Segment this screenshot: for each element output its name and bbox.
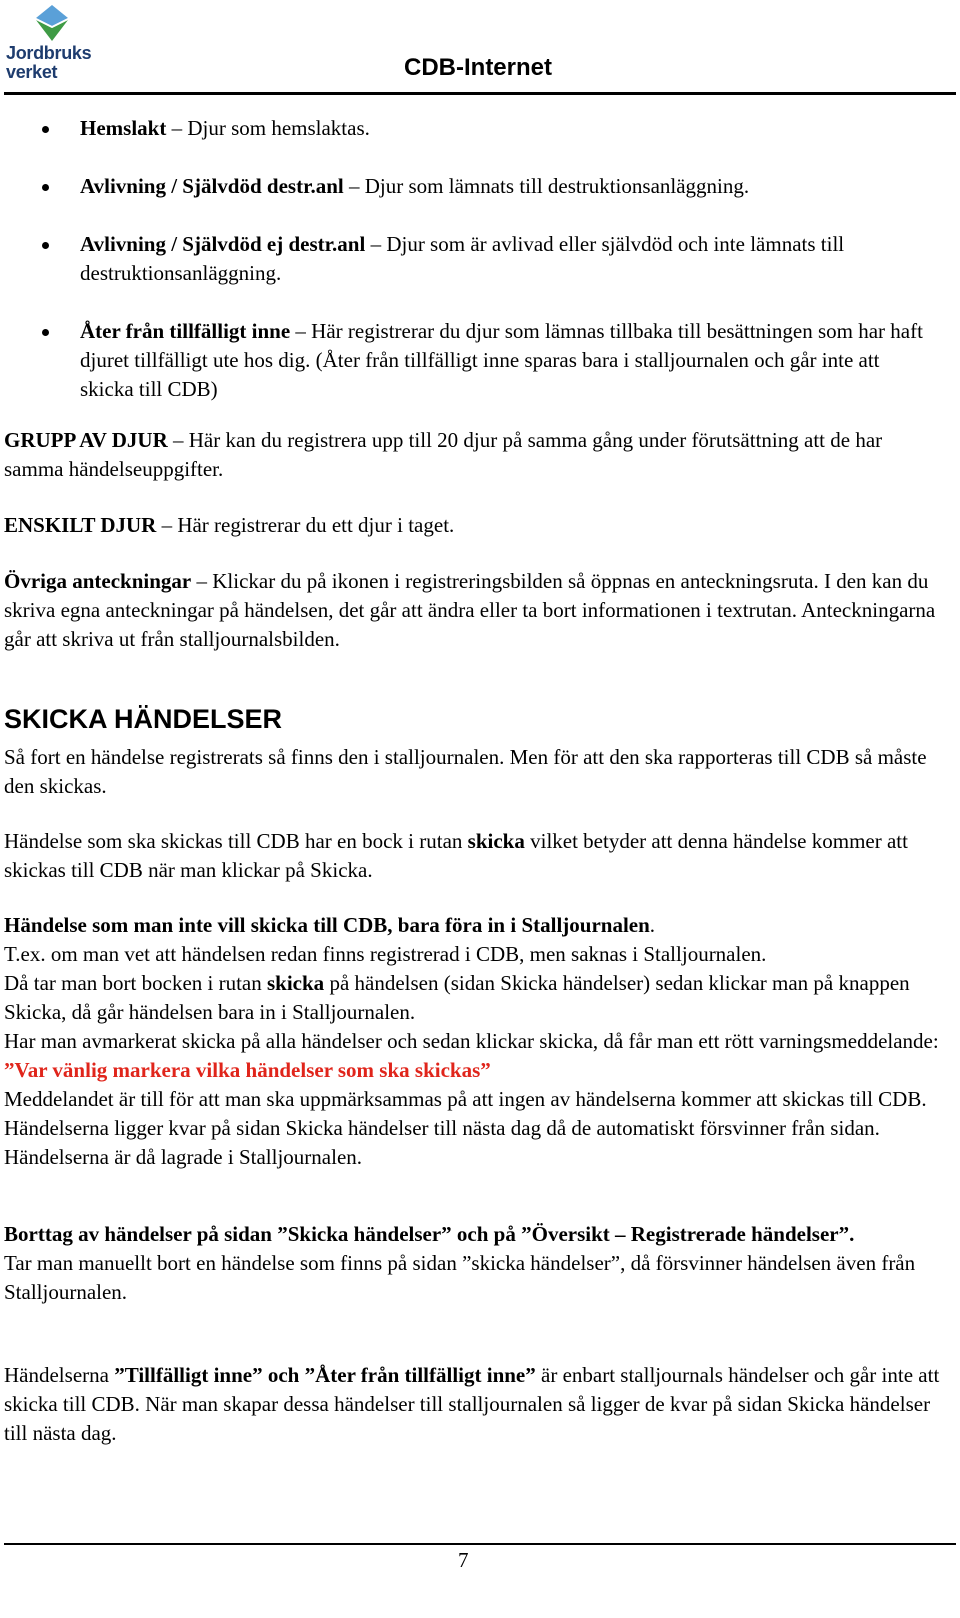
paragraph-term: skicka (467, 829, 525, 853)
paragraph-text: Händelse som ska skickas till CDB har en bock i rutan (4, 829, 468, 853)
warning-message: ”Var vänlig markera vilka händelser som ska skickas” (4, 1058, 491, 1082)
events-remain-text: Händelserna ligger kvar på sidan Skicka händelser till nästa dag då de automatiskt försvinner från sidan. Händelserna är då lagrade i Stalljournalen. (4, 1116, 880, 1169)
jordbruksverket-logo (4, 4, 104, 82)
section-heading: SKICKA HÄNDELSER (4, 704, 283, 734)
paragraph-term: GRUPP AV DJUR (4, 428, 168, 452)
paragraph-text: Händelserna (4, 1363, 115, 1387)
warning-text (4, 1027, 944, 1085)
logo-line-1: Jordbruks (6, 43, 92, 63)
temporary-events-paragraph (4, 1361, 944, 1448)
list-item (0, 114, 960, 143)
document-title: CDB-Internet (404, 54, 552, 81)
list-item-term: Hemslakt (80, 116, 167, 140)
paragraph-text: är enbart stalljournals händelser och går inte att skicka till CDB. När man skapar dessa händelser till stalljournalen så ligger de kvar på sidan Skicka händelser till nästa dag. (4, 1363, 940, 1445)
list-item (0, 317, 960, 404)
list-item-text: – Här registrerar du djur som lämnas tillbaka till besättningen som har haft djuret tillfälligt ute hos dig. (Åter från tillfälligt inne sparas bara i stalljournalen och går inte att skicka till CDB) (80, 319, 923, 401)
paragraph-term: Händelse som man inte vill skicka till CDB, bara föra in i Stalljournalen (4, 913, 650, 937)
footer-divider (4, 1543, 956, 1545)
list-item-text: – Djur som hemslaktas. (166, 116, 370, 140)
page-number: 7 (458, 1548, 469, 1572)
enskilt-djur-paragraph (4, 511, 944, 540)
paragraph-text: Då tar man bort bocken i rutan (4, 971, 267, 995)
paragraph-text: på händelsen (sidan Skicka händelser) sedan klickar man på knappen Skicka, då går händelsen bara in i Stalljournalen. (4, 971, 910, 1024)
logo-line-2: verket (6, 62, 58, 82)
list-item-text: – Djur som lämnats till destruktionsanläggning. (343, 174, 750, 198)
header-divider (4, 92, 956, 95)
skicka-checkbox-paragraph (4, 827, 944, 885)
example-line: T.ex. om man vet att händelsen redan finns registrerad i CDB, men saknas i Stalljournalen. (4, 942, 767, 966)
list-item-term: Åter från tillfälligt inne (80, 319, 291, 343)
list-item-term: Avlivning / Självdöd destr.anl (80, 174, 344, 198)
list-item-term: Avlivning / Självdöd ej destr.anl (80, 232, 366, 256)
paragraph-text: vilket betyder att denna händelse kommer att skickas till CDB när man klickar på Skicka. (4, 829, 908, 882)
paragraph-term: Övriga anteckningar (4, 569, 192, 593)
message-explanation: Meddelandet är till för att man ska uppmärksammas på att ingen av händelserna kommer att skickas till CDB. (4, 1087, 927, 1111)
logo-wordmark (6, 44, 91, 82)
event-type-list (0, 114, 960, 433)
paragraph-term: Borttag av händelser på sidan ”Skicka händelser” och på ”Översikt – Registrerade händelser”. (4, 1222, 855, 1246)
section-intro-paragraph: Så fort en händelse registrerats så finns den i stalljournalen. Men för att den ska rapporteras till CDB så måste den skickas. (4, 745, 927, 798)
paragraph-term: ENSKILT DJUR (4, 513, 157, 537)
not-send-heading (4, 911, 944, 940)
paragraph-text: Har man avmarkerat skicka på alla händelser och sedan klickar skicka, då får man ett rött varningsmeddelande: (4, 1029, 939, 1053)
paragraph-text: . (649, 913, 656, 937)
remove-checkbox-text (4, 969, 944, 1027)
ovriga-anteckningar-paragraph (4, 567, 944, 654)
list-item (0, 230, 960, 288)
list-item-text: – Djur som är avlivad eller självdöd och inte lämnats till destruktionsanläggning. (80, 232, 845, 285)
paragraph-term: ”Tillfälligt inne” och ”Åter från tillfälligt inne” (114, 1363, 536, 1387)
paragraph-text: – Här registrerar du ett djur i taget. (156, 513, 455, 537)
list-item (0, 172, 960, 201)
jordbruksverket-logo-icon (34, 4, 70, 42)
removal-text: Tar man manuellt bort en händelse som finns på sidan ”skicka händelser”, då försvinner händelsen även från Stalljournalen. (4, 1251, 916, 1304)
paragraph-text: – Här kan du registrera upp till 20 djur på samma gång under förutsättning att de har samma händelseuppgifter. (4, 428, 883, 481)
removal-block (4, 1220, 944, 1307)
paragraph-term: skicka (267, 971, 325, 995)
not-send-block (4, 911, 944, 1172)
removal-heading (4, 1220, 944, 1249)
grupp-av-djur-paragraph (4, 426, 944, 484)
paragraph-text: – Klickar du på ikonen i registreringsbilden så öppnas en anteckningsruta. I den kan du skriva egna anteckningar på händelsen, det går att ändra eller ta bort informationen i textrutan. Anteckningarna går att skriva ut från stalljournalsbilden. (4, 569, 936, 651)
